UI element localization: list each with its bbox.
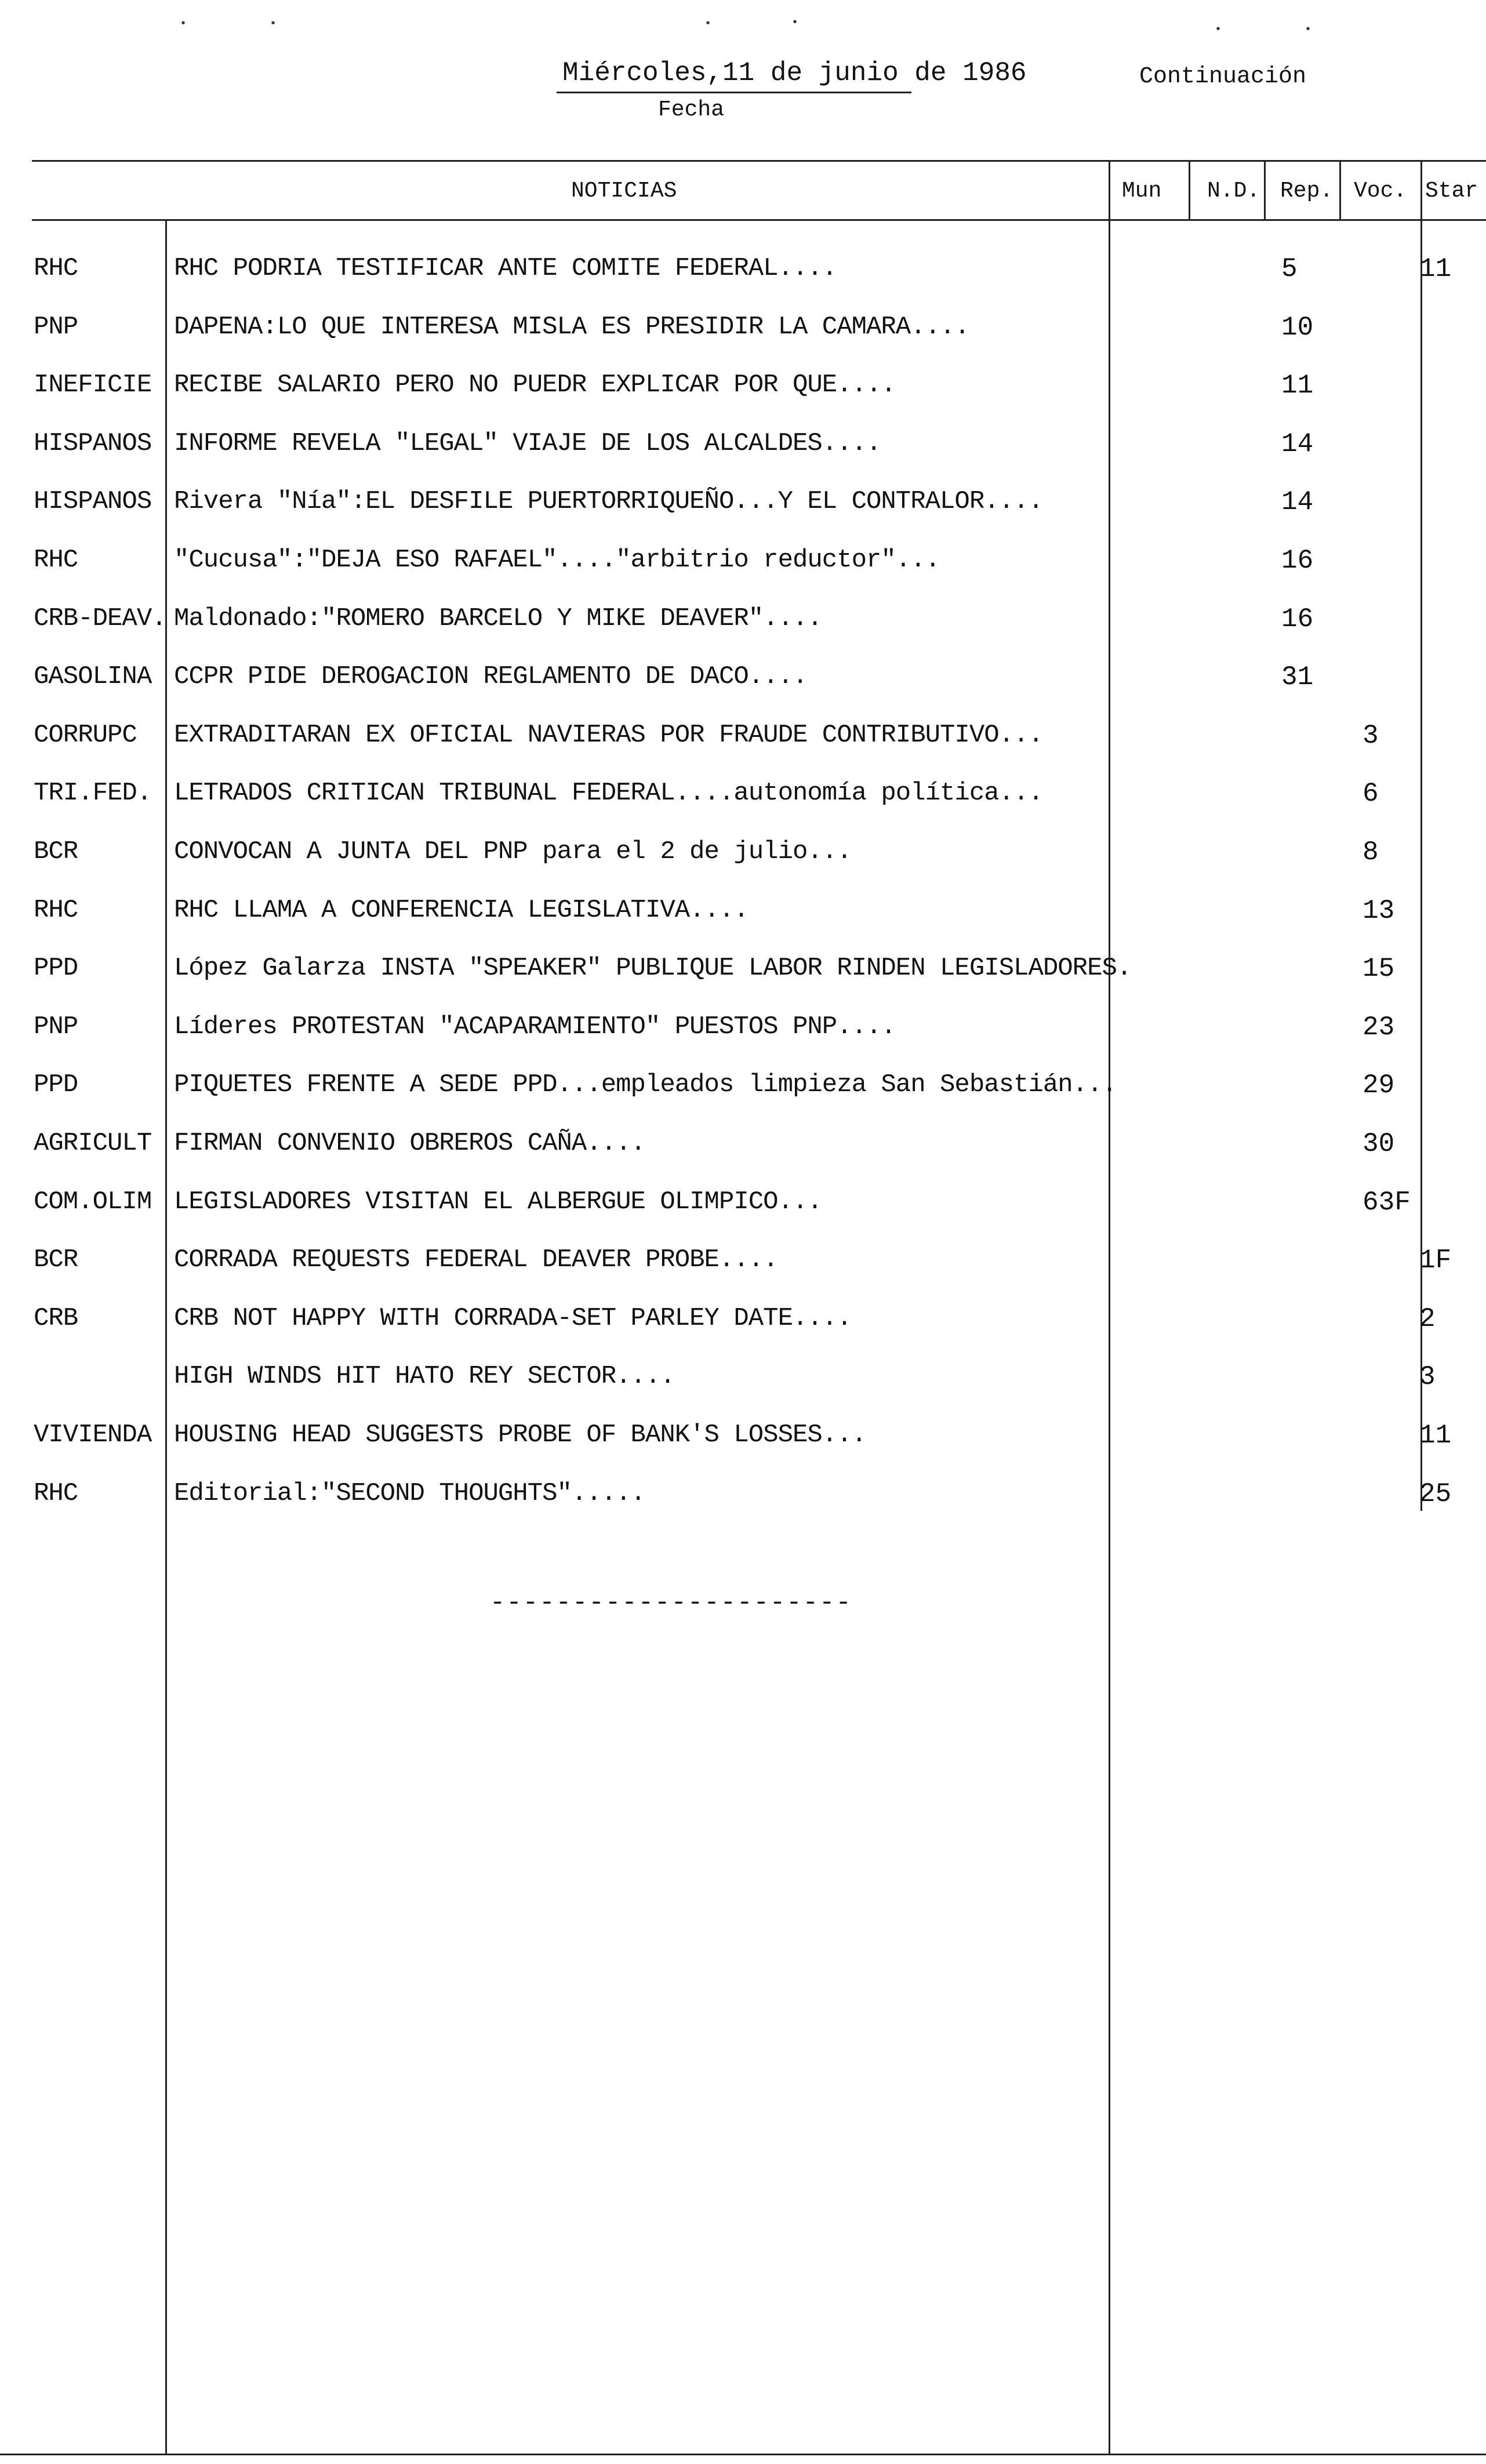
row-tag: HISPANOS	[34, 429, 152, 458]
row-headline: Maldonado:"ROMERO BARCELO Y MIKE DEAVER"....	[174, 604, 822, 633]
row-headline: Rivera "Nía":EL DESFILE PUERTORRIQUEÑO...Y EL CONTRALOR....	[174, 487, 1043, 516]
column-header-voc: Voc.	[1354, 179, 1407, 203]
row-headline: PIQUETES FRENTE A SEDE PPD...empleados limpieza San Sebastián...	[174, 1070, 1117, 1099]
row-voc-page: 23	[1363, 1012, 1395, 1042]
row-rep-page: 14	[1281, 487, 1314, 517]
row-headline: CORRADA REQUESTS FEDERAL DEAVER PROBE....	[174, 1245, 778, 1274]
row-tag: PPD	[34, 1070, 78, 1099]
row-rep-page: 14	[1281, 429, 1314, 459]
row-headline: CONVOCAN A JUNTA DEL PNP para el 2 de julio...	[174, 837, 852, 866]
row-voc-page: 63F	[1363, 1187, 1411, 1218]
row-tag: CRB	[34, 1304, 78, 1333]
row-voc-page: 3	[1363, 721, 1379, 751]
row-tag: CORRUPC	[34, 721, 137, 750]
row-tag: RHC	[34, 546, 78, 575]
row-tag: VIVIENDA	[34, 1420, 152, 1449]
row-tag: AGRICULT	[34, 1129, 152, 1158]
scan-mark: •	[1215, 23, 1222, 37]
date-underline	[557, 92, 911, 93]
row-tag: BCR	[34, 837, 78, 866]
row-headline: DAPENA:LO QUE INTERESA MISLA ES PRESIDIR LA CAMARA....	[174, 312, 969, 341]
scan-mark: •	[180, 17, 187, 31]
row-tag: INEFICIE	[34, 370, 152, 399]
end-marker: ----------------------	[490, 1589, 852, 1618]
row-star-page: 3	[1419, 1362, 1436, 1392]
row-star-page: 2	[1419, 1304, 1436, 1334]
table-top-rule	[32, 160, 1486, 162]
document-date: Miércoles,11 de junio de 1986	[562, 58, 1027, 88]
scan-mark: •	[704, 17, 712, 31]
row-tag: PPD	[34, 954, 78, 983]
row-voc-page: 13	[1363, 896, 1395, 926]
row-headline: RHC LLAMA A CONFERENCIA LEGISLATIVA....	[174, 896, 749, 925]
row-voc-page: 15	[1363, 954, 1395, 984]
row-tag: RHC	[34, 896, 78, 925]
row-star-page: 11	[1419, 254, 1452, 284]
row-tag: HISPANOS	[34, 487, 152, 516]
row-voc-page: 30	[1363, 1129, 1395, 1159]
row-headline: CCPR PIDE DEROGACION REGLAMENTO DE DACO....	[174, 662, 808, 691]
column-header-star: Star	[1425, 179, 1478, 203]
row-headline: HOUSING HEAD SUGGESTS PROBE OF BANK'S LOSSES...	[174, 1420, 867, 1449]
row-rep-page: 16	[1281, 604, 1314, 634]
row-voc-page: 8	[1363, 837, 1379, 867]
row-headline: HIGH WINDS HIT HATO REY SECTOR....	[174, 1362, 675, 1391]
row-tag: BCR	[34, 1245, 78, 1274]
row-star-page: 11	[1419, 1420, 1452, 1451]
scan-mark: •	[270, 17, 277, 31]
continuation-label: Continuación	[1139, 64, 1307, 90]
row-tag: RHC	[34, 254, 78, 283]
row-headline: "Cucusa":"DEJA ESO RAFAEL"...."arbitrio reductor"...	[174, 546, 940, 575]
voc-column-divider	[1339, 160, 1341, 219]
mun-column-divider	[1109, 160, 1110, 2454]
row-rep-page: 31	[1281, 662, 1314, 692]
row-star-page: 1F	[1419, 1245, 1452, 1275]
row-tag: TRI.FED.	[34, 779, 152, 808]
tag-column-divider	[165, 219, 167, 2454]
row-tag: COM.OLIM	[34, 1187, 152, 1216]
rep-column-divider	[1264, 160, 1266, 219]
row-headline: Editorial:"SECOND THOUGHTS".....	[174, 1479, 645, 1508]
row-star-page: 25	[1419, 1479, 1452, 1509]
row-rep-page: 16	[1281, 546, 1314, 576]
row-headline: Líderes PROTESTAN "ACAPARAMIENTO" PUESTOS PNP....	[174, 1012, 896, 1041]
row-voc-page: 6	[1363, 779, 1379, 809]
date-caption: Fecha	[658, 97, 725, 122]
row-rep-page: 11	[1281, 370, 1314, 401]
row-headline: INFORME REVELA "LEGAL" VIAJE DE LOS ALCALDES....	[174, 429, 881, 458]
row-tag: GASOLINA	[34, 662, 152, 691]
column-header-rep: Rep.	[1280, 179, 1334, 203]
row-headline: López Galarza INSTA "SPEAKER" PUBLIQUE LABOR RINDEN LEGISLADORES.	[174, 954, 1132, 983]
table-header-rule	[32, 219, 1486, 221]
scan-mark: •	[791, 16, 799, 30]
row-headline: RECIBE SALARIO PERO NO PUEDR EXPLICAR POR QUE....	[174, 370, 896, 399]
column-header-noticias: NOTICIAS	[571, 179, 677, 203]
row-tag: PNP	[34, 1012, 78, 1041]
column-header-nd: N.D.	[1207, 179, 1260, 203]
nd-column-divider	[1189, 160, 1190, 219]
row-rep-page: 5	[1281, 254, 1298, 284]
column-header-mun: Mun	[1122, 179, 1162, 203]
row-headline: LEGISLADORES VISITAN EL ALBERGUE OLIMPICO...	[174, 1187, 822, 1216]
page-bottom-rule	[0, 2454, 1486, 2455]
row-headline: CRB NOT HAPPY WITH CORRADA-SET PARLEY DATE....	[174, 1304, 852, 1333]
row-voc-page: 29	[1363, 1070, 1395, 1100]
row-rep-page: 10	[1281, 312, 1314, 343]
row-tag: PNP	[34, 312, 78, 341]
row-tag: RHC	[34, 1479, 78, 1508]
row-headline: RHC PODRIA TESTIFICAR ANTE COMITE FEDERAL....	[174, 254, 837, 283]
row-tag: CRB-DEAV.	[34, 604, 166, 633]
row-headline: LETRADOS CRITICAN TRIBUNAL FEDERAL....autonomía política...	[174, 779, 1043, 808]
scan-mark: •	[1305, 23, 1312, 37]
row-headline: EXTRADITARAN EX OFICIAL NAVIERAS POR FRAUDE CONTRIBUTIVO...	[174, 721, 1043, 750]
row-headline: FIRMAN CONVENIO OBREROS CAÑA....	[174, 1129, 645, 1158]
